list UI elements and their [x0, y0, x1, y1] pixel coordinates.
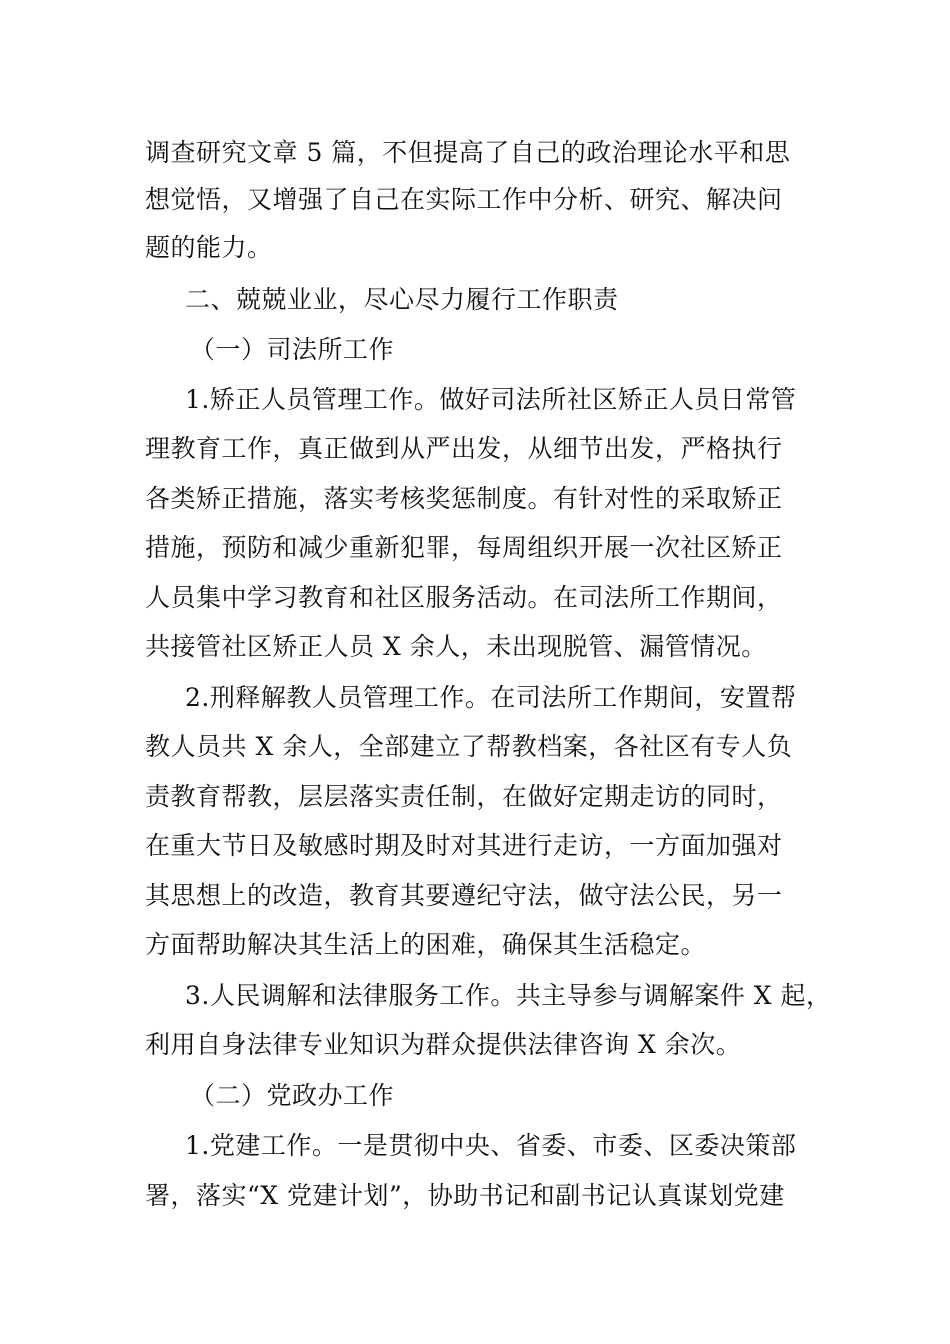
body-text-line: 在重大节日及敏感时期及时对其进行走访，一方面加强对	[145, 831, 783, 860]
body-text-line: 利用自身法律专业知识为群众提供法律咨询 X 余次。	[145, 1030, 742, 1059]
body-text-line: 责教育帮教，层层落实责任制，在做好定期走访的同时，	[145, 782, 783, 811]
body-text-line: 题的能力。	[145, 233, 273, 262]
paragraph-first-line: 3.人民调解和法律服务工作。共主导参与调解案件 X 起，	[185, 981, 832, 1010]
paragraph-first-line: 1.矫正人员管理工作。做好司法所社区矫正人员日常管	[185, 385, 797, 414]
body-text-line: 共接管社区矫正人员 X 余人，未出现脱管、漏管情况。	[145, 632, 767, 661]
paragraph-first-line: 2.刑释解教人员管理工作。在司法所工作期间，安置帮	[185, 683, 797, 712]
body-text-line: 其思想上的改造，教育其要遵纪守法，做守法公民，另一	[145, 881, 783, 910]
body-text-line: 人员集中学习教育和社区服务活动。在司法所工作期间，	[145, 583, 783, 612]
body-text-line: 调查研究文章 5 篇，不但提高了自己的政治理论水平和思	[145, 138, 791, 167]
paragraph-first-line: 1.党建工作。一是贯彻中央、省委、市委、区委决策部	[185, 1131, 797, 1160]
body-text-line: 想觉悟，又增强了自己在实际工作中分析、研究、解决问	[145, 185, 783, 214]
body-text-line: 各类矫正措施，落实考核奖惩制度。有针对性的采取矫正	[145, 484, 783, 513]
body-text-line: 理教育工作，真正做到从严出发，从细节出发，严格执行	[145, 434, 783, 463]
body-text-line: 措施，预防和减少重新犯罪，每周组织开展一次社区矫正	[145, 533, 783, 562]
subsection-heading: （一）司法所工作	[190, 335, 395, 364]
body-text-line: 署，落实“X 党建计划”，协助书记和副书记认真谋划党建	[145, 1181, 785, 1210]
subsection-heading: （二）党政办工作	[190, 1081, 395, 1110]
body-text-line: 方面帮助解决其生活上的困难，确保其生活稳定。	[145, 930, 707, 959]
body-text-line: 教人员共 X 余人，全部建立了帮教档案，各社区有专人负	[145, 732, 793, 761]
section-heading: 二、兢兢业业，尽心尽力履行工作职责	[185, 285, 619, 314]
